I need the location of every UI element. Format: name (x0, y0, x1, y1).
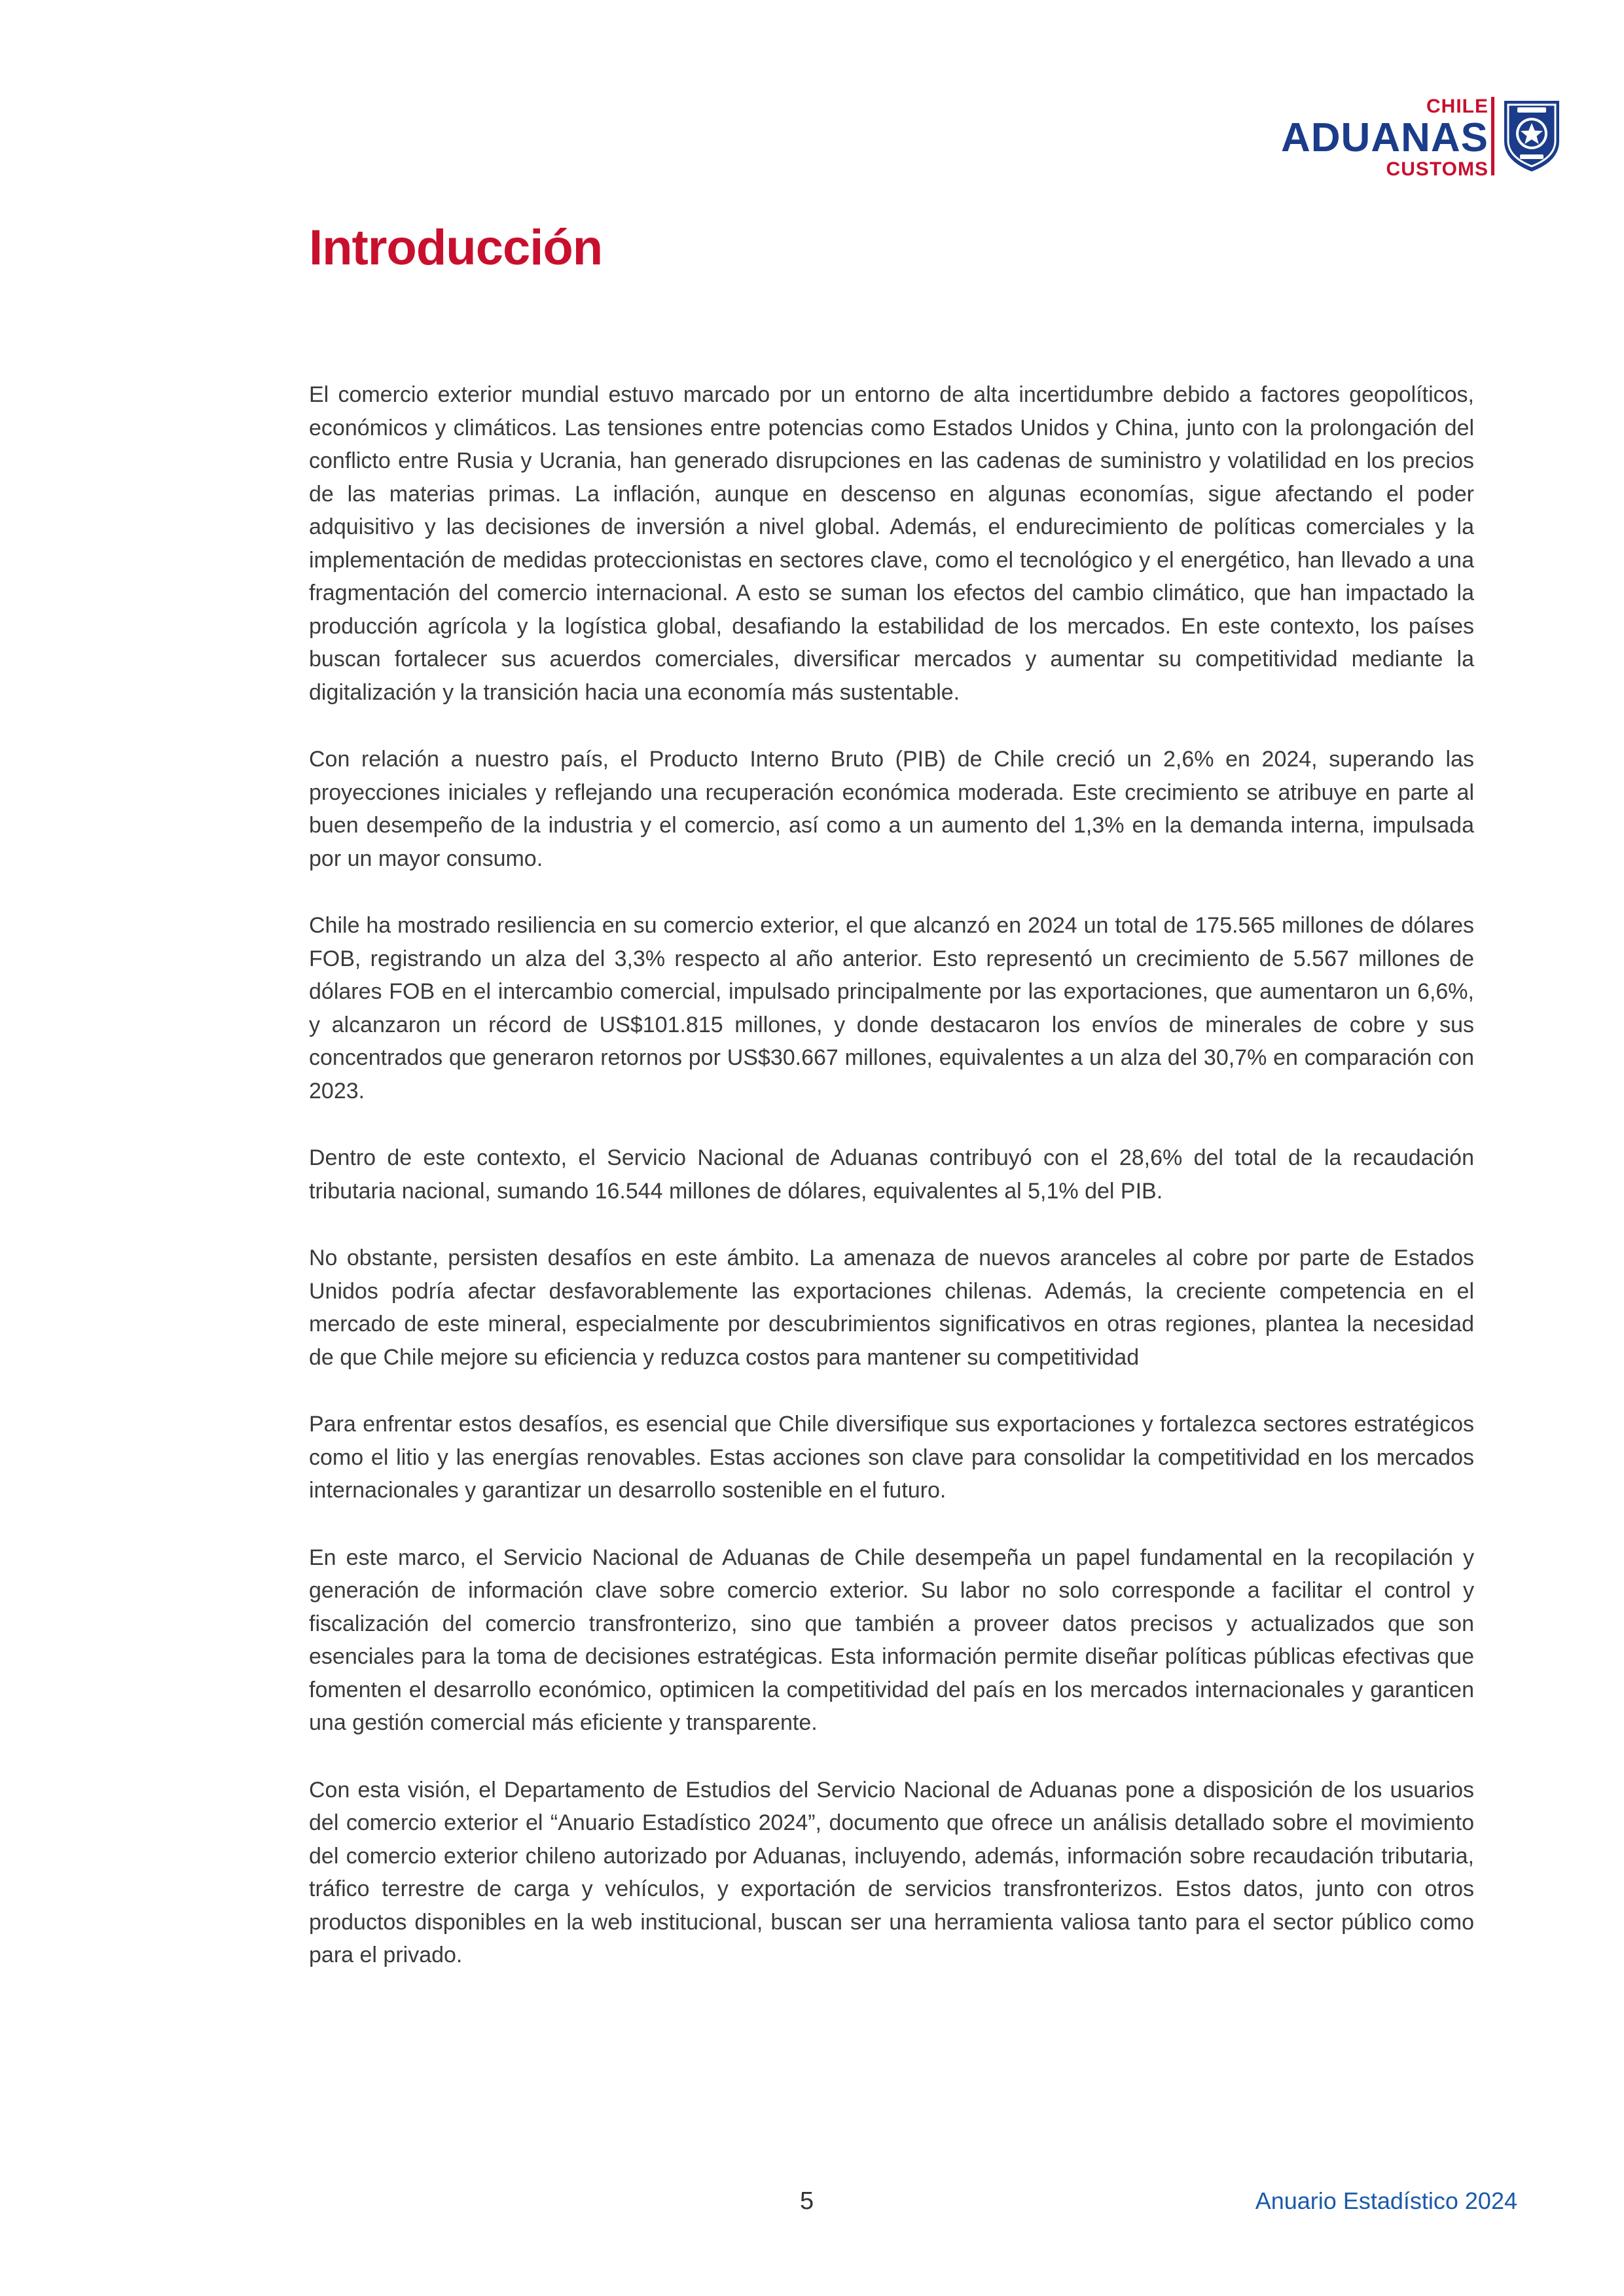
page-title: Introducción (309, 220, 603, 276)
aduanas-logo (1237, 92, 1564, 183)
logo-name: ADUANAS (1281, 115, 1489, 160)
paragraph: Chile ha mostrado resiliencia en su comercio exterior, el que alcanzó en 2024 un total de 175.565 millones de dólares FOB, registrando un alza del 3,3% respecto al año anterior. Esto representó un crecimiento de 5.567 millones de dólares FOB en el intercambio comercial, impulsado principalmente por las exportaciones, que aumentaron un 6,6%, y alcanzaron un récord de US$101.815 millones, y donde destacaron los envíos de minerales de cobre y sus concentrados que generaron retornos por US$30.667 millones, equivalentes a un alza del 30,7% en comparación con 2023. (309, 913, 1474, 1103)
paragraph: No obstante, persisten desafíos en este ámbito. La amenaza de nuevos aranceles al cobre por parte de Estados Unidos podría afectar desfavorablemente las exportaciones chilenas. Además, la creciente competencia en el mercado de este mineral, especialmente por descubrimientos significativos en otras regiones, plantea la necesidad de que Chile mejore su eficiencia y reduzca costos para mantener su competitividad (309, 1246, 1474, 1370)
paragraph: El comercio exterior mundial estuvo marcado por un entorno de alta incertidumbre debido a factores geopolíticos, económicos y climáticos. Las tensiones entre potencias como Estados Unidos y China, junto con la prolongación del conflicto entre Rusia y Ucrania, han generado disrupciones en las cadenas de suministro y volatilidad en los precios de las materias primas. La inflación, aunque en descenso en algunas economías, sigue afectando el poder adquisitivo y las decisiones de inversión a nivel global. Además, el endurecimiento de políticas comerciales y la implementación de medidas proteccionistas en sectores clave, como el tecnológico y el energético, han llevado a una fragmentación del comercio internacional. A esto se suman los efectos del cambio climático, que han impactado la producción agrícola y la logística global, desafiando la estabilidad de los mercados. En este contexto, los países buscan fortalecer sus acuerdos comerciales, diversificar mercados y aumentar su competitividad mediante la digitalización y la transición hacia una economía más sustentable. (309, 382, 1474, 705)
logo-wordmark (1281, 92, 1489, 179)
paragraph: Para enfrentar estos desafíos, es esencial que Chile diversifique sus exportaciones y fortalezca sectores estratégicos como el litio y las energías renovables. Estas acciones son clave para consolidar la competitividad en los mercados internacionales y garantizar un desarrollo sostenible en el futuro. (309, 1412, 1474, 1503)
paragraph: En este marco, el Servicio Nacional de Aduanas de Chile desempeña un papel fundamental en la recopilación y generación de información clave sobre comercio exterior. Su labor no solo corresponde a facilitar el control y fiscalización del comercio transfronterizo, sino que también a proveer datos precisos y actualizados que son esenciales para la toma de decisiones estratégicas. Esta información permite diseñar políticas públicas efectivas que fomenten el desarrollo económico, optimicen la competitividad del país en los mercados internacionales y garanticen una gestión comercial más eficiente y transparente. (309, 1545, 1474, 1735)
logo-subtitle: CUSTOMS (1386, 158, 1489, 180)
paragraph: Con esta visión, el Departamento de Estudios del Servicio Nacional de Aduanas pone a disposición de los usuarios del comercio exterior el “Anuario Estadístico 2024”, documento que ofrece un análisis detallado sobre el movimiento del comercio exterior chileno autorizado por Aduanas, incluyendo, además, información sobre recaudación tributaria, tráfico terrestre de carga y vehículos, y exportación de servicios transfronterizos. Estos datos, junto con otros productos disponibles en la web institucional, buscan ser una herramienta valiosa tanto para el sector público como para el privado. (309, 1777, 1474, 1967)
body-content (309, 378, 1474, 2006)
logo-divider (1491, 97, 1494, 175)
shield-star-icon (1499, 96, 1564, 174)
footer-document-title: Anuario Estadístico 2024 (1255, 2187, 1517, 2214)
paragraph: Dentro de este contexto, el Servicio Nacional de Aduanas contribuyó con el 28,6% del total de la recaudación tributaria nacional, sumando 16.544 millones de dólares, equivalentes al 5,1% del PIB. (309, 1145, 1474, 1204)
logo-country: CHILE (1426, 96, 1489, 117)
paragraph: Con relación a nuestro país, el Producto Interno Bruto (PIB) de Chile creció un 2,6% en 2024, superando las proyecciones iniciales y reflejando una recuperación económica moderada. Este crecimiento se atribuye en parte al buen desempeño de la industria y el comercio, así como a un aumento del 1,3% en la demanda interna, impulsada por un mayor consumo. (309, 747, 1474, 871)
page-number: 5 (800, 2187, 814, 2215)
